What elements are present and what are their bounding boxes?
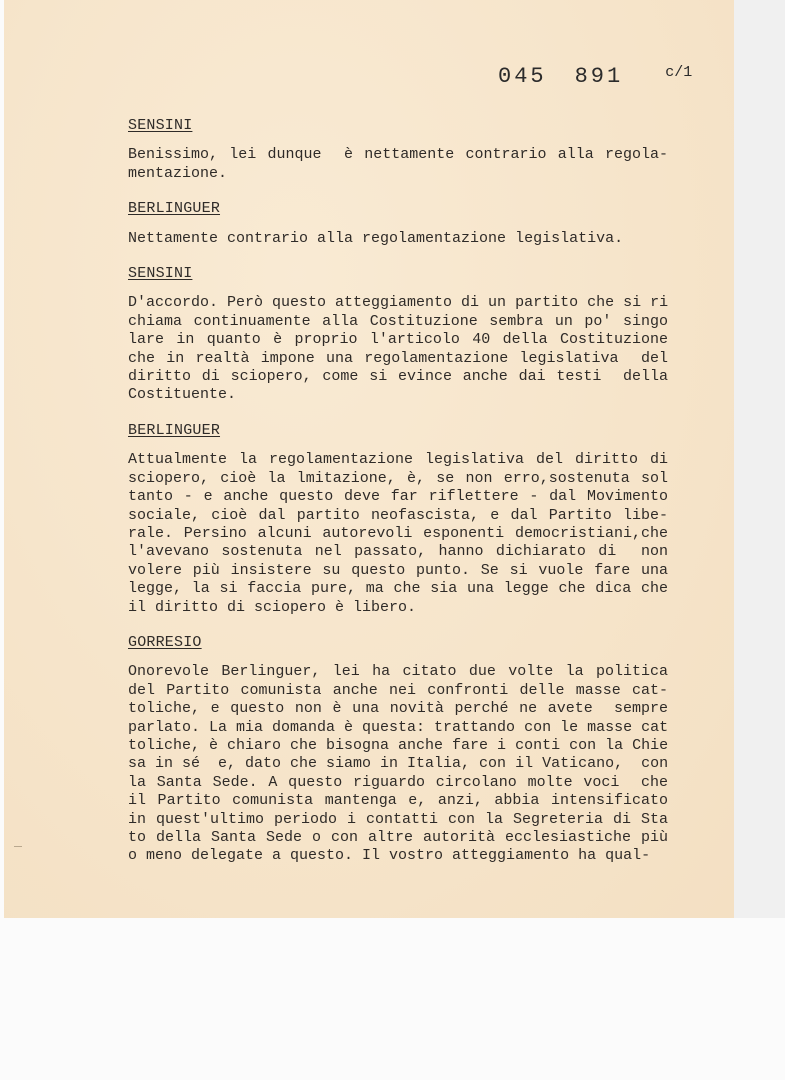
text-line: Onorevole Berlinguer, lei ha citato due volte la politica <box>128 663 668 681</box>
document-number <box>498 64 692 89</box>
speaker-name: SENSINI <box>128 265 193 283</box>
speech-paragraph <box>128 146 673 183</box>
text-line: parlato. La mia domanda è questa: trattando con le masse cat <box>128 718 669 736</box>
speaker-name: BERLINGUER <box>128 421 221 439</box>
text-line: sociale, cioè dal partito neofascista, e dal Partito libe- <box>128 506 668 524</box>
text-line: Costituente. <box>128 386 237 404</box>
speech-paragraph <box>128 663 673 865</box>
text-line: mentazione. <box>128 164 228 182</box>
text-line: Benissimo, lei dunque è nettamente contrario alla regola- <box>128 146 668 164</box>
text-line: sciopero, cioè la lmitazione, è, se non erro,sostenuta sol <box>128 469 668 487</box>
speaker-name: GORRESIO <box>128 633 202 651</box>
text-line: del Partito comunista anche nei confronti delle masse cat- <box>128 681 668 699</box>
text-line: Attualmente la regolamentazione legislativa del diritto di <box>128 451 668 469</box>
text-line: rale. Persino alcuni autorevoli esponenti democristiani,che <box>128 524 668 542</box>
speaker-name: SENSINI <box>128 117 193 134</box>
text-line: tanto - e anche questo deve far riflettere - dal Movimento <box>128 488 668 506</box>
text-line: il Partito comunista mantenga e, anzi, abbia intensificato <box>128 792 668 810</box>
text-line: la Santa Sede. A questo riguardo circolano molte voci che <box>128 773 668 791</box>
text-line: chiama continuamente alla Costituzione sembra un po' singo <box>128 312 668 330</box>
speech-paragraph <box>128 294 673 404</box>
text-line: sa in sé e, dato che siamo in Italia, con il Vaticano, con <box>128 755 669 773</box>
scan-margin <box>734 0 785 918</box>
text-line: lare in quanto è proprio l'articolo 40 della Costituzione <box>128 331 668 349</box>
text-line: Nettamente contrario alla regolamentazione legislativa. <box>128 229 624 247</box>
transcript-body <box>128 117 673 883</box>
speaker-name: BERLINGUER <box>128 200 221 218</box>
text-line: in quest'ultimo periodo i contatti con la Segreteria di Sta <box>128 810 668 828</box>
margin-mark <box>14 846 22 847</box>
text-line: il diritto di sciopero è libero. <box>128 598 417 616</box>
speech-paragraph <box>128 451 673 617</box>
doc-number-suffix: c/1 <box>665 64 693 81</box>
speech-paragraph <box>128 230 673 248</box>
text-line: l'avevano sostenuta nel passato, hanno dichiarato di non <box>128 543 668 561</box>
text-line: toliche, è chiaro che bisogna anche fare i conti con la Chie <box>128 736 669 754</box>
document-page <box>4 0 734 918</box>
text-line: volere più insistere su questo punto. Se si vuole fare una <box>128 561 668 579</box>
text-line: diritto di sciopero, come si evince anche dai testi della <box>128 368 668 386</box>
text-line: toliche, e questo non è una novità perché ne avete sempre <box>128 700 668 718</box>
text-line: to della Santa Sede o con altre autorità ecclesiastiche più <box>128 829 668 846</box>
doc-number-part-2: 891 <box>574 64 624 89</box>
text-line: D'accordo. Però questo atteggiamento di un partito che si ri <box>128 294 669 312</box>
text-line: che in realtà impone una regolamentazione legislativa del <box>128 349 668 367</box>
doc-number-part-1: 045 <box>498 64 547 89</box>
text-line: o meno delegate a questo. Il vostro atteggiamento ha qual- <box>128 847 651 865</box>
text-line: legge, la si faccia pure, ma che sia una legge che dica che <box>128 580 668 598</box>
